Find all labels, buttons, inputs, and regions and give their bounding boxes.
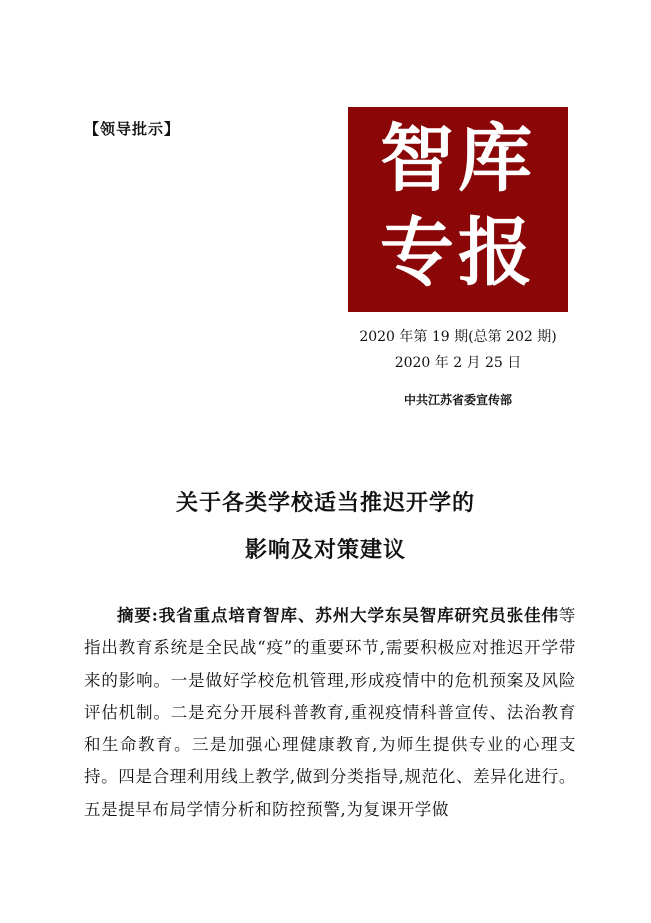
issue-number: 2020 年第 19 期(总第 202 期) [359, 329, 557, 345]
article-title-line-2: 影响及对策建议 [244, 537, 406, 563]
masthead-line-1: 智库 [380, 116, 536, 202]
abstract-body: 等指出教育系统是全民战“疫”的重要环节,需要积极应对推迟开学带来的影响。一是做好学校危机管理,形成疫情中的危机预案及风险评估机制。二是充分开展科普教育,重视疫情科普宣传、法治教育和生命教育。三是加强心理健康教育,为师生提供专业的心理支持。四是合理利用线上教学,做到分类指导,规范化、差异化进行。五是提早布局学情分析和防控预警,为复课开学做 [84, 606, 576, 819]
issuer: 中共江苏省委宣传部 [403, 393, 512, 407]
masthead-logo [348, 107, 568, 312]
abstract-paragraph [84, 600, 576, 826]
masthead-line-2: 专报 [380, 210, 536, 296]
issue-date: 2020 年 2 月 25 日 [394, 355, 522, 371]
article-title-line-1: 关于各类学校适当推迟开学的 [175, 490, 475, 516]
leader-instruction-tag: 【领导批示】 [84, 120, 181, 138]
abstract-lead: 摘要:我省重点培育智库、苏州大学东吴智库研究员张佳伟 [117, 606, 559, 625]
